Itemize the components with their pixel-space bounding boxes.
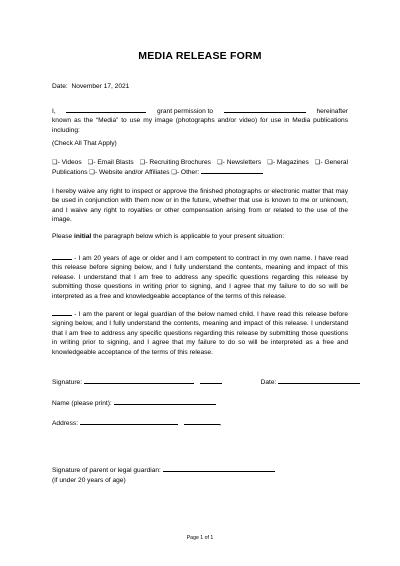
intro-i: I, [52, 108, 56, 115]
date-value: November 17, 2021 [71, 83, 130, 90]
guardian-initial-blank[interactable] [52, 309, 72, 316]
intro-line2: known as the “Media” to use my image (photographs and/or video) for use in Media publications [52, 117, 348, 125]
page-number: Page 1 of 1 [186, 535, 214, 541]
option-videos[interactable]: ❏- Videos [52, 159, 82, 166]
intro-grant: grant permission to [157, 108, 214, 115]
name-label: Name (please print): [52, 400, 112, 407]
date-line [52, 82, 348, 91]
instruction-initial: initial [74, 233, 92, 240]
options-row-2 [52, 167, 348, 177]
signature-field[interactable] [84, 377, 194, 384]
option-recruiting-brochures[interactable]: ❏- Recruiting Brochures [139, 159, 211, 166]
address-label: Address: [52, 420, 79, 427]
adult-initial-blank[interactable] [52, 253, 72, 260]
page-title: MEDIA RELEASE FORM [138, 50, 262, 62]
other-blank[interactable] [201, 167, 263, 174]
intro-line3: including: [52, 126, 80, 134]
checkbox-icon[interactable]: ❏ [171, 169, 177, 177]
options-row-1 [52, 158, 348, 167]
check-all-note: (Check All That Apply) [52, 140, 117, 147]
checkbox-icon[interactable]: ❏ [139, 159, 146, 166]
instruction-line: Please initial the paragraph below which is applicable to your present situation: [52, 233, 285, 240]
guardian-signature-row [52, 465, 348, 475]
checkbox-icon[interactable]: ❏ [267, 159, 273, 166]
date-field-label: Date: [260, 379, 277, 386]
checkbox-icon[interactable]: ❏ [314, 159, 321, 166]
address-suffix: , [219, 420, 222, 427]
checkbox-icon[interactable]: ❏ [217, 159, 223, 166]
waiver-paragraph: I hereby waive any right to inspect or approve the finished photographs or electronic matter that may be used in conjunction with them now or in the future, whether that use is known to me or unknown, and I waive any right to royalties or other compensation arising from or related to the use of the image. [52, 188, 348, 224]
checkbox-icon[interactable]: ❏ [87, 159, 94, 166]
name-blank[interactable] [66, 106, 146, 113]
intro-paragraph [52, 106, 348, 135]
signature-label: Signature: [52, 379, 83, 386]
date-label: Date: [52, 83, 68, 90]
guardian-signature-field[interactable] [163, 465, 275, 472]
guardian-note: (if under 20 years of age) [52, 477, 126, 484]
option-magazines[interactable]: ❏- Magazines [267, 159, 309, 166]
grantee-blank[interactable] [224, 106, 306, 113]
option-general-publications-cont: Publications [52, 169, 88, 177]
option-newsletters[interactable]: ❏- Newsletters [217, 159, 262, 166]
adult-paragraph: - I am 20 years of age or older and I am competent to contract in my own name. I have read this release before signing below, and I fully understand the contents, meaning and impact of this release. I understand that I am free to address any specific questions regarding this release by submitting those questions in writing prior to signing, and I agree that my failure to do so will be interpreted as a free and knowledgeable acceptance of the terms of this release. [52, 255, 348, 300]
intro-hereinafter: hereinafter [316, 108, 348, 115]
checkbox-icon[interactable]: ❏ [52, 159, 58, 166]
option-other[interactable]: ❏- Other: [171, 169, 200, 177]
option-email-blasts[interactable]: ❏- Email Blasts [87, 159, 134, 166]
option-website[interactable]: ❏- Website and/or Affiliates [89, 169, 170, 177]
signature-extra-field[interactable] [200, 377, 222, 384]
checkbox-icon[interactable]: ❏ [89, 169, 95, 177]
name-field[interactable] [114, 398, 216, 405]
signature-date-field[interactable] [278, 377, 360, 384]
address-field[interactable] [80, 418, 178, 425]
option-general-publications[interactable]: ❏- General [314, 159, 348, 166]
options-block [52, 158, 348, 178]
guardian-paragraph: - I am the parent or legal guardian of the below named child. I have read this release before signing below, and I fully understand the contents, meaning and impact of this release. I understand that I am free to address any specific questions regarding this release by submitting those questions in writing prior to signing, and I agree that my failure to do so will be interpreted as a free and knowledgeable acceptance of the terms of this release. [52, 311, 348, 356]
address-field-2[interactable] [184, 418, 220, 425]
address-row [52, 418, 348, 428]
name-row [52, 398, 348, 408]
signature-row [52, 377, 348, 387]
guardian-signature-label: Signature of parent or legal guardian: [52, 467, 161, 474]
